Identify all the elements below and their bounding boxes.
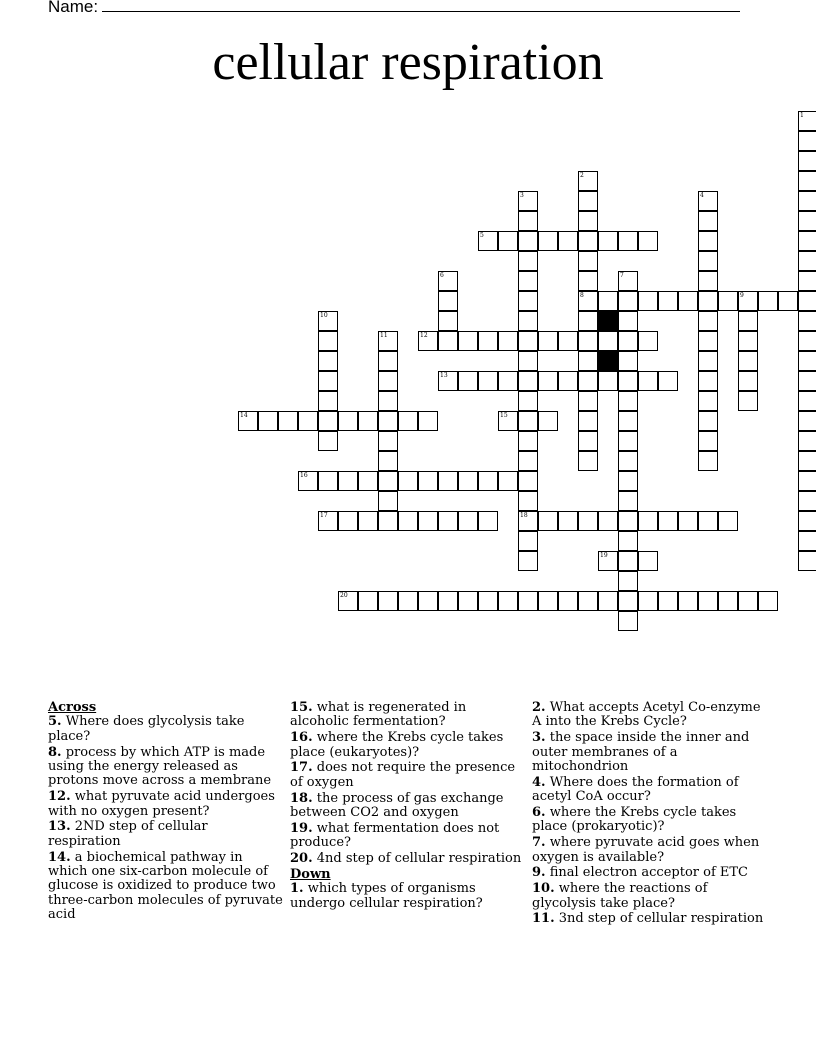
clue-number-label: 8. [48,744,62,760]
grid-cell[interactable] [738,311,758,331]
across-clue [290,852,526,866]
grid-cell[interactable] [638,331,658,351]
grid-cell[interactable] [798,551,816,571]
across-clue [48,790,284,819]
grid-cell[interactable] [578,411,598,431]
clue-number-label: 17. [290,760,313,776]
grid-cell[interactable] [478,511,498,531]
clue-text: 4nd step of cellular respiration [316,851,522,867]
clue-number: 9 [740,292,744,299]
grid-cell[interactable] [658,371,678,391]
grid-cell[interactable] [518,591,538,611]
clue-text: what is regenerated in alcoholic fermentation? [290,700,467,730]
grid-cell[interactable] [738,591,758,611]
grid-cell[interactable] [318,371,338,391]
clue-number: 17 [320,512,328,519]
across-clue [48,746,284,789]
grid-cell[interactable] [338,591,358,611]
grid-cell[interactable] [518,371,538,391]
clue-number-label: 15. [290,700,313,715]
grid-cell[interactable] [698,291,718,311]
grid-cell[interactable] [798,231,816,251]
grid-cell[interactable] [478,471,498,491]
grid-cell[interactable] [558,591,578,611]
grid-cell[interactable] [518,411,538,431]
clue-number: 6 [440,272,444,279]
grid-cell[interactable] [378,591,398,611]
grid-cell[interactable] [438,511,458,531]
grid-cell[interactable] [358,511,378,531]
clue-text: where pyruvate acid goes when oxygen is available? [532,835,760,865]
grid-cell[interactable] [478,331,498,351]
grid-cell[interactable] [478,231,498,251]
grid-cell[interactable] [718,591,738,611]
grid-cell[interactable] [798,151,816,171]
grid-cell[interactable] [738,291,758,311]
grid-cell[interactable] [418,591,438,611]
across-clue [290,761,526,790]
grid-cell[interactable] [798,131,816,151]
clue-number-label: 12. [48,789,71,805]
clue-number: 14 [240,412,248,419]
clue-text: what pyruvate acid undergoes with no oxygen present? [48,789,275,819]
grid-cell[interactable] [558,331,578,351]
clue-number: 3 [520,192,524,199]
grid-cell[interactable] [718,291,738,311]
grid-cell[interactable] [518,531,538,551]
grid-cell[interactable] [698,251,718,271]
grid-cell[interactable] [338,471,358,491]
grid-cell[interactable] [618,511,638,531]
clue-number-label: 13. [48,819,71,835]
grid-cell[interactable] [698,391,718,411]
clue-number: 1 [800,112,804,119]
grid-cell[interactable] [338,411,358,431]
grid-cell[interactable] [798,471,816,491]
grid-cell[interactable] [798,211,816,231]
grid-cell[interactable] [618,531,638,551]
clue-text: where the reactions of glycolysis take place? [532,881,708,911]
grid-cell[interactable] [538,231,558,251]
clue-number: 8 [580,292,584,299]
grid-cell[interactable] [438,591,458,611]
grid-cell[interactable] [778,291,798,311]
across-clue [290,822,526,851]
grid-cell[interactable] [798,371,816,391]
grid-cell[interactable] [798,291,816,311]
grid-cell[interactable] [518,511,538,531]
clue-number: 4 [700,192,704,199]
grid-cell[interactable] [678,511,698,531]
grid-cell[interactable] [438,311,458,331]
grid-cell[interactable] [798,511,816,531]
grid-cell[interactable] [598,331,618,351]
grid-cell[interactable] [378,431,398,451]
grid-cell[interactable] [698,351,718,371]
grid-cell[interactable] [358,591,378,611]
grid-cell[interactable] [498,231,518,251]
grid-cell[interactable] [598,511,618,531]
grid-cell[interactable] [618,291,638,311]
grid-cell[interactable] [698,411,718,431]
grid-cell[interactable] [698,451,718,471]
grid-cell[interactable] [458,471,478,491]
grid-cell[interactable] [578,171,598,191]
grid-cell[interactable] [578,251,598,271]
clue-text: does not require the presence of oxygen [290,760,516,790]
clue-number-label: 16. [290,730,313,746]
clue-text: where the Krebs cycle takes place (eukaryotes)? [290,730,504,760]
clue-text: the process of gas exchange between CO2 and oxygen [290,790,504,821]
grid-cell[interactable] [318,311,338,331]
grid-cell[interactable] [298,471,318,491]
grid-cell[interactable] [578,351,598,371]
grid-cell[interactable] [658,511,678,531]
grid-cell[interactable] [638,551,658,571]
clue-number: 18 [520,512,528,519]
grid-cell[interactable] [598,591,618,611]
grid-cell[interactable] [678,291,698,311]
grid-cell[interactable] [278,411,298,431]
grid-cell[interactable] [798,531,816,551]
clue-number-label: 10. [532,881,555,897]
grid-cell[interactable] [678,591,698,611]
grid-cell[interactable] [798,451,816,471]
clue-text: 3nd step of cellular respiration [558,911,764,927]
clue-number: 5 [480,232,484,239]
grid-cell[interactable] [318,391,338,411]
clue-number-label: 20. [290,851,313,867]
grid-cell[interactable] [318,511,338,531]
grid-cell[interactable] [618,591,638,611]
grid-cell[interactable] [798,491,816,511]
grid-cell[interactable] [638,291,658,311]
grid-cell[interactable] [418,511,438,531]
grid-cell[interactable] [618,391,638,411]
grid-cell[interactable] [558,371,578,391]
grid-cell[interactable] [438,371,458,391]
grid-cell[interactable] [578,211,598,231]
shaded-cell [598,311,618,331]
grid-cell[interactable] [458,331,478,351]
across-clue [290,701,526,730]
grid-cell[interactable] [538,331,558,351]
grid-cell[interactable] [338,511,358,531]
grid-cell[interactable] [518,491,538,511]
clue-number-label: 11. [532,911,555,927]
grid-cell[interactable] [638,371,658,391]
page-title: cellular respiration [212,34,604,91]
grid-cell[interactable] [578,271,598,291]
clue-text: the space inside the inner and outer membranes of a mitochondrion [532,730,750,775]
grid-cell[interactable] [618,551,638,571]
clue-number: 16 [300,472,308,479]
clue-text: which types of organisms undergo cellular respiration? [290,881,483,911]
grid-cell[interactable] [358,471,378,491]
grid-cell[interactable] [418,471,438,491]
grid-cell[interactable] [798,431,816,451]
grid-cell[interactable] [238,411,258,431]
clue-text: What accepts Acetyl Co-enzyme A into the Krebs Cycle? [532,700,761,730]
grid-cell[interactable] [698,231,718,251]
grid-cell[interactable] [698,511,718,531]
grid-cell[interactable] [398,471,418,491]
grid-cell[interactable] [518,391,538,411]
grid-cell[interactable] [738,351,758,371]
grid-cell[interactable] [538,371,558,391]
clue-number-label: 1. [290,881,304,897]
grid-cell[interactable] [798,171,816,191]
grid-cell[interactable] [578,331,598,351]
down-clue [532,882,768,911]
grid-cell[interactable] [638,591,658,611]
clue-text: final electron acceptor of ETC [549,865,749,881]
grid-cell[interactable] [618,431,638,451]
clue-column-3 [532,701,768,928]
grid-cell[interactable] [598,231,618,251]
grid-cell[interactable] [578,311,598,331]
down-clue [532,836,768,865]
clue-text: process by which ATP is made using the energy released as protons move across a membrane [48,744,272,789]
grid-cell[interactable] [698,191,718,211]
grid-cell[interactable] [478,371,498,391]
clue-number-label: 18. [290,790,313,806]
grid-cell[interactable] [378,411,398,431]
shaded-cell [598,351,618,371]
grid-cell[interactable] [638,231,658,251]
grid-cell[interactable] [498,591,518,611]
clue-number: 15 [500,412,508,419]
grid-cell[interactable] [658,591,678,611]
grid-cell[interactable] [458,591,478,611]
grid-cell[interactable] [798,331,816,351]
clue-number-label: 7. [532,835,546,851]
grid-cell[interactable] [618,451,638,471]
grid-cell[interactable] [698,371,718,391]
clue-number: 10 [320,312,328,319]
grid-cell[interactable] [578,451,598,471]
across-clue [290,731,526,760]
grid-cell[interactable] [258,411,278,431]
grid-cell[interactable] [378,511,398,531]
clue-number-label: 19. [290,820,313,836]
grid-cell[interactable] [518,471,538,491]
grid-cell[interactable] [758,591,778,611]
grid-cell[interactable] [458,511,478,531]
grid-cell[interactable] [518,551,538,571]
grid-cell[interactable] [378,471,398,491]
grid-cell[interactable] [618,491,638,511]
grid-cell[interactable] [498,331,518,351]
grid-cell[interactable] [578,291,598,311]
grid-cell[interactable] [578,191,598,211]
grid-cell[interactable] [618,271,638,291]
grid-cell[interactable] [518,271,538,291]
grid-cell[interactable] [498,471,518,491]
grid-cell[interactable] [458,371,478,391]
grid-cell[interactable] [698,431,718,451]
grid-cell[interactable] [618,471,638,491]
grid-cell[interactable] [518,191,538,211]
down-clue [532,866,768,880]
grid-cell[interactable] [538,591,558,611]
clue-text: a biochemical pathway in which one six-carbon molecule of glucose is oxidized to produce two three-carbon molecules of pyruvate acid [48,849,283,923]
grid-cell[interactable] [578,391,598,411]
clue-text: 2ND step of cellular respiration [48,819,208,849]
grid-cell[interactable] [518,331,538,351]
grid-cell[interactable] [558,511,578,531]
grid-cell[interactable] [798,311,816,331]
grid-cell[interactable] [618,571,638,591]
grid-cell[interactable] [518,231,538,251]
grid-cell[interactable] [378,391,398,411]
clue-number-label: 5. [48,714,62,730]
clue-number: 7 [620,272,624,279]
grid-cell[interactable] [698,271,718,291]
grid-cell[interactable] [618,311,638,331]
down-clue [532,701,768,730]
grid-cell[interactable] [518,351,538,371]
grid-cell[interactable] [638,511,658,531]
grid-cell[interactable] [758,291,778,311]
grid-cell[interactable] [578,371,598,391]
grid-cell[interactable] [598,551,618,571]
down-clue [290,882,526,911]
grid-cell[interactable] [598,371,618,391]
grid-cell[interactable] [618,231,638,251]
grid-cell[interactable] [618,351,638,371]
grid-cell[interactable] [578,511,598,531]
grid-cell[interactable] [518,431,538,451]
grid-cell[interactable] [438,291,458,311]
grid-cell[interactable] [378,491,398,511]
clue-number-label: 9. [532,865,546,881]
clue-number: 11 [380,332,388,339]
grid-cell[interactable] [378,331,398,351]
grid-cell[interactable] [398,591,418,611]
grid-cell[interactable] [298,411,318,431]
grid-cell[interactable] [518,251,538,271]
grid-cell[interactable] [578,231,598,251]
grid-cell[interactable] [418,411,438,431]
clue-number: 19 [600,552,608,559]
grid-cell[interactable] [738,371,758,391]
grid-cell[interactable] [518,451,538,471]
clue-column-2 [290,701,526,912]
name-label: Name: [48,0,99,16]
grid-cell[interactable] [318,431,338,451]
clue-number-label: 2. [532,700,546,715]
grid-cell[interactable] [418,331,438,351]
down-heading: Down [290,866,331,882]
grid-cell[interactable] [498,411,518,431]
clue-number: 20 [340,592,348,599]
clue-text: where the Krebs cycle takes place (prokaryotic)? [532,805,737,835]
down-clue [532,731,768,774]
grid-cell[interactable] [798,351,816,371]
grid-cell[interactable] [518,211,538,231]
across-clue [48,851,284,923]
grid-cell[interactable] [718,511,738,531]
grid-cell[interactable] [618,371,638,391]
grid-cell[interactable] [618,611,638,631]
down-clue [532,912,768,926]
grid-cell[interactable] [798,191,816,211]
grid-cell[interactable] [698,591,718,611]
grid-cell[interactable] [318,471,338,491]
grid-cell[interactable] [698,211,718,231]
grid-cell[interactable] [798,271,816,291]
across-heading: Across [48,700,97,715]
grid-cell[interactable] [618,331,638,351]
clue-number-label: 6. [532,805,546,821]
grid-cell[interactable] [398,511,418,531]
grid-cell[interactable] [558,231,578,251]
grid-cell[interactable] [798,391,816,411]
grid-cell[interactable] [478,591,498,611]
clue-text: Where does glycolysis take place? [48,714,245,744]
clue-number: 12 [420,332,428,339]
clue-number-label: 14. [48,849,71,865]
down-clue [532,776,768,805]
grid-cell[interactable] [538,511,558,531]
grid-cell[interactable] [498,371,518,391]
grid-cell[interactable] [438,331,458,351]
grid-cell[interactable] [798,411,816,431]
clue-number-label: 3. [532,730,546,746]
clue-column-1 [48,701,284,924]
grid-cell[interactable] [378,371,398,391]
grid-cell[interactable] [318,411,338,431]
grid-cell[interactable] [798,111,816,131]
clue-number: 2 [580,172,584,179]
grid-cell[interactable] [598,291,618,311]
clue-number: 13 [440,372,448,379]
grid-cell[interactable] [378,451,398,471]
grid-cell[interactable] [438,471,458,491]
grid-cell[interactable] [378,351,398,371]
grid-cell[interactable] [578,591,598,611]
grid-cell[interactable] [438,271,458,291]
grid-cell[interactable] [518,311,538,331]
grid-cell[interactable] [798,251,816,271]
grid-cell[interactable] [578,431,598,451]
across-clue [48,820,284,849]
grid-cell[interactable] [738,331,758,351]
across-clue [290,792,526,821]
grid-cell[interactable] [358,411,378,431]
clue-number-label: 4. [532,774,546,790]
grid-cell[interactable] [618,411,638,431]
grid-cell[interactable] [318,331,338,351]
clue-text: what fermentation does not produce? [290,820,500,851]
grid-cell[interactable] [698,331,718,351]
grid-cell[interactable] [738,391,758,411]
grid-cell[interactable] [398,411,418,431]
grid-cell[interactable] [538,411,558,431]
grid-cell[interactable] [698,311,718,331]
clue-text: Where does the formation of acetyl CoA occur? [532,774,739,805]
grid-cell[interactable] [658,291,678,311]
across-clue [48,715,284,744]
down-clue [532,806,768,835]
grid-cell[interactable] [318,351,338,371]
grid-cell[interactable] [518,291,538,311]
